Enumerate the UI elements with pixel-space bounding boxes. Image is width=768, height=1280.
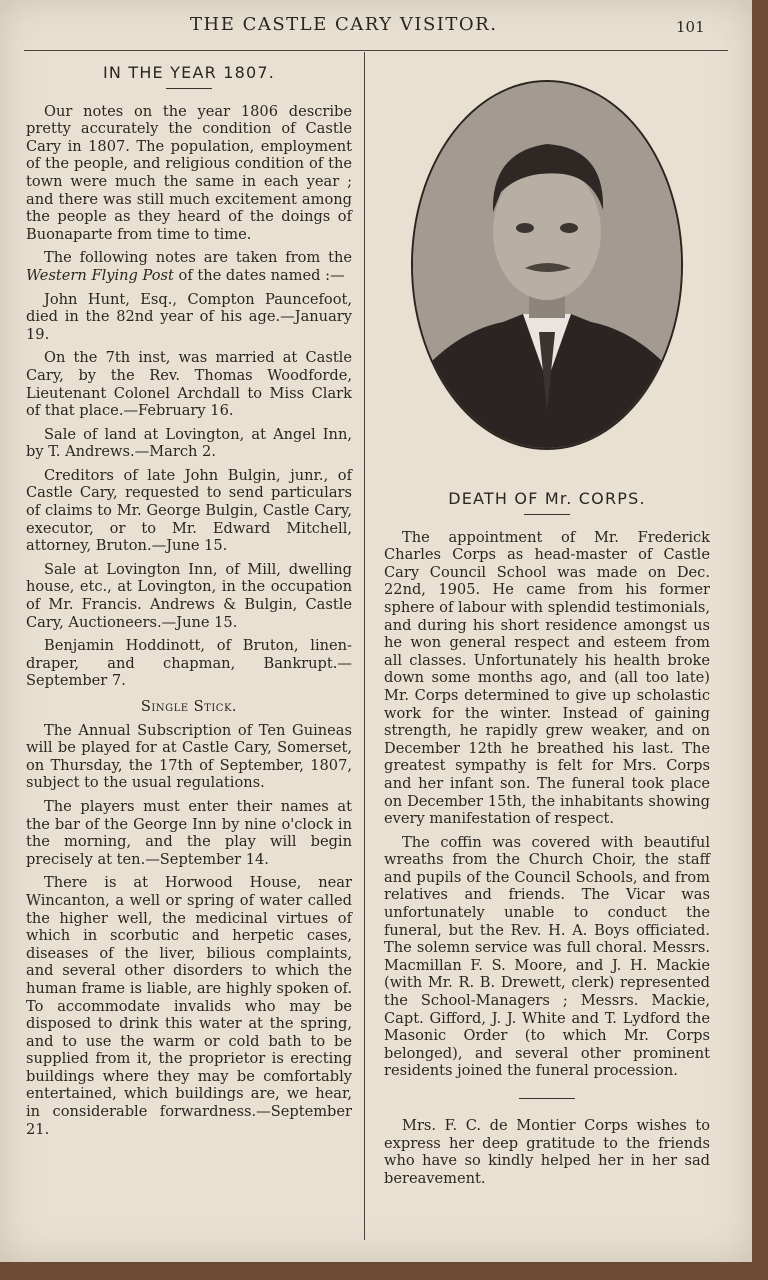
portrait-photo — [411, 80, 683, 450]
horwood-well-paragraph: There is at Horwood House, near Wincanton, a well or spring of water called the higher well, the medicinal virtues of which in scorbutic and herpetic cases, diseases of the liver, bilious complaints, and several other disorders to which the human frame is liable, are highly spoken of. To accommodate invalids who may be disposed to drink this water at the spring, and to use the warm or cold bath to be supplied from it, the proprietor is erecting buildings where they may be comfortably entertained, which buildings are, we hear, in considerable forwardness.—September 21. — [26, 874, 352, 1138]
source-text-before: The following notes are taken from the — [44, 249, 352, 267]
note-paragraph: John Hunt, Esq., Compton Pauncefoot, died in the 82nd year of his age.—January 19. — [26, 290, 352, 343]
running-title: THE CASTLE CARY VISITOR. — [190, 14, 498, 35]
title-rule — [166, 88, 212, 89]
running-head — [0, 8, 752, 42]
single-stick-paragraph: The players must enter their names at the bar of the George Inn by nine o'clock in the morning, and the play will begin precisely at ten.—September 14. — [26, 797, 352, 868]
page-number: 101 — [676, 18, 705, 36]
portrait-frame — [411, 80, 683, 450]
portrait-illustration — [413, 82, 681, 448]
source-text-after: of the dates named :— — [173, 266, 345, 284]
article-title-death: DEATH OF Mr. CORPS. — [448, 489, 646, 508]
note-paragraph: Sale at Lovington Inn, of Mill, dwelling house, etc., at Lovington, in the occupation of Mr. Francis. Andrews & Bulgin, Castle Cary, Auctioneers.—June 15. — [26, 560, 352, 631]
obituary-paragraph: The appointment of Mr. Frederick Charles Corps as head-master of Castle Cary Council School was made on Dec. 22nd, 1905. He came from his former sphere of labour with splendid testimonials, and during his short residence amongst us he won general respect and esteem from all classes. Unfortunately his health broke down some months ago, and (all too late) Mr. Corps determined to give up scholastic work for the winter. Instead of gaining strength, he rapidly grew weaker, and on December 12th he breathed his last. The greatest sympathy is felt for Mrs. Corps and her infant son. The funeral took place on December 15th, the inhabitants showing every manifestation of respect. — [384, 528, 710, 828]
note-paragraph: Creditors of late John Bulgin, junr., of Castle Cary, requested to send particulars of claims to Mr. George Bulgin, Castle Cary, executor, or to Mr. Edward Mitchell, attorney, Bruton.—June 15. — [26, 466, 352, 555]
title-rule — [524, 514, 570, 515]
newspaper-name: Western Flying Post — [26, 266, 174, 284]
source-paragraph — [26, 249, 352, 284]
article-title-1807: IN THE YEAR 1807. — [102, 63, 275, 82]
note-paragraph: On the 7th inst, was married at Castle Cary, by the Rev. Thomas Woodforde, Lieutenant Colonel Archdall to Miss Clark of that place.—February 16. — [26, 349, 352, 420]
note-paragraph: Benjamin Hoddinott, of Bruton, linen-draper, and chapman, Bankrupt.—September 7. — [26, 637, 352, 690]
intro-paragraph: Our notes on the year 1806 describe pretty accurately the condition of Castle Cary in 1807. The population, employment of the people, and religious condition of the town were much the same in each year ; and there was still much excitement among the people as they heard of the doings of Buonaparte from time to time. — [26, 102, 352, 243]
section-rule — [519, 1098, 575, 1099]
note-paragraph: Sale of land at Lovington, at Angel Inn, by T. Andrews.—March 2. — [26, 425, 352, 461]
funeral-paragraph: The coffin was covered with beautiful wreaths from the Church Choir, the staff and pupils of the Council Schools, and from relatives and friends. The Vicar was unfortunately unable to conduct the funeral, but the Rev. H. A. Boys officiated. The solemn service was full choral. Messrs. Macmillan F. S. Moore, and J. H. Mackie (with Mr. R. B. Drewett, clerk) represented the School-Managers ; Messrs. Mackie, Capt. Gifford, J. J. White and T. Lydford the Masonic Order (to which Mr. Corps belonged), and several other prominent residents joined the funeral procession. — [384, 833, 710, 1080]
left-column — [26, 56, 352, 1144]
column-divider — [364, 52, 365, 1240]
single-stick-heading: Single Stick. — [140, 698, 238, 715]
header-rule — [24, 50, 728, 51]
single-stick-paragraph: The Annual Subscription of Ten Guineas will be played for at Castle Cary, Somerset, on Thursday, the 17th of September, 1807, subject to the usual regulations. — [26, 721, 352, 792]
closing-notice: Mrs. F. C. de Montier Corps wishes to express her deep gratitude to the friends who have so kindly helped her in her sad bereavement. — [384, 1117, 710, 1187]
right-column — [384, 56, 710, 1193]
